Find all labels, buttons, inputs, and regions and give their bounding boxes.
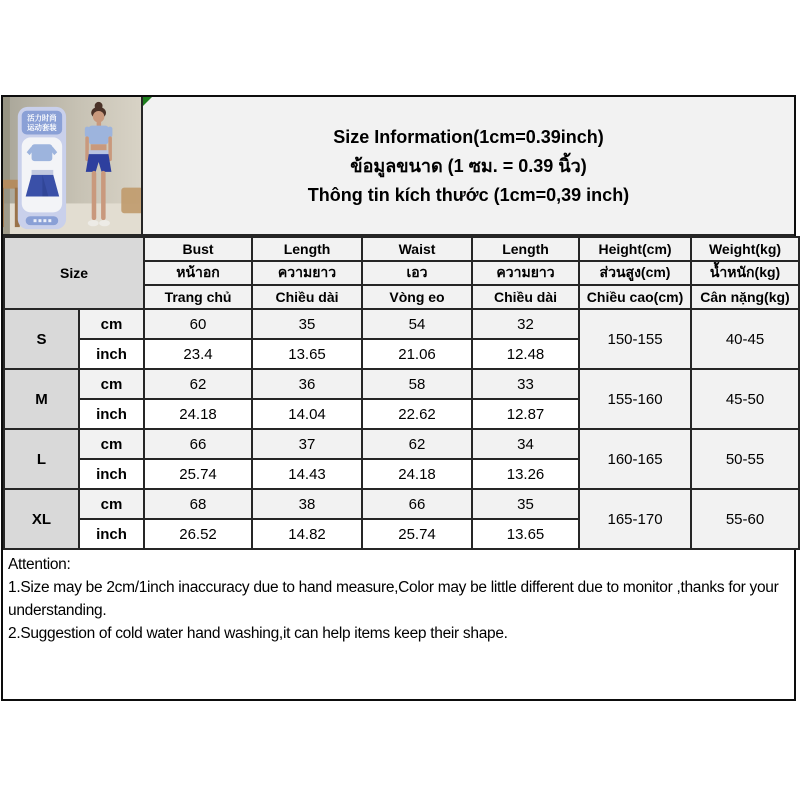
title-block — [143, 97, 794, 234]
unit-label-inch: inch — [79, 339, 144, 369]
title-thai: ข้อมูลขนาด (1 ซม. = 0.39 นิ้ว) — [350, 155, 587, 176]
unit-label-inch: inch — [79, 399, 144, 429]
unit-label-cm: cm — [79, 489, 144, 519]
cell-s-inch-length1: 13.65 — [252, 339, 362, 369]
cell-m-inch-bust: 24.18 — [144, 399, 252, 429]
header-weight-en: Weight(kg) — [691, 237, 799, 261]
chair-illustration — [121, 188, 141, 214]
cell-l-inch-length2: 13.26 — [472, 459, 579, 489]
cell-s-cm-length2: 32 — [472, 309, 579, 339]
unit-label-inch: inch — [79, 459, 144, 489]
cell-m-inch-waist: 22.62 — [362, 399, 472, 429]
header-waist-vi: Vòng eo — [362, 285, 472, 309]
cell-l-cm-bust: 66 — [144, 429, 252, 459]
cell-xl-cm-bust: 68 — [144, 489, 252, 519]
size-row-label-s: S — [4, 309, 79, 369]
cell-s-inch-waist: 21.06 — [362, 339, 472, 369]
unit-label-inch: inch — [79, 519, 144, 549]
size-table — [3, 236, 800, 550]
header-bust-vi: Trang chủ — [144, 285, 252, 309]
cell-xl-cm-length1: 38 — [252, 489, 362, 519]
header-length1-th: ความยาว — [252, 261, 362, 285]
size-row-label-l: L — [4, 429, 79, 489]
header-length1-en: Length — [252, 237, 362, 261]
cell-xl-inch-length2: 13.65 — [472, 519, 579, 549]
size-row-label-m: M — [4, 369, 79, 429]
unit-label-cm: cm — [79, 429, 144, 459]
product-photo-illustration — [3, 97, 141, 234]
cell-m-cm-length1: 36 — [252, 369, 362, 399]
cell-m-inch-length1: 14.04 — [252, 399, 362, 429]
size-chart-sheet — [1, 95, 796, 701]
cell-l-cm-length1: 37 — [252, 429, 362, 459]
cell-l-cm-waist: 62 — [362, 429, 472, 459]
comment-marker-icon — [143, 97, 152, 106]
cell-m-inch-length2: 12.87 — [472, 399, 579, 429]
cell-m-cm-waist: 58 — [362, 369, 472, 399]
cell-s-inch-length2: 12.48 — [472, 339, 579, 369]
cell-l-inch-waist: 24.18 — [362, 459, 472, 489]
header-length1-vi: Chiều dài — [252, 285, 362, 309]
cell-s-height: 150-155 — [579, 309, 691, 369]
header-waist-th: เอว — [362, 261, 472, 285]
header-bust-en: Bust — [144, 237, 252, 261]
cell-s-inch-bust: 23.4 — [144, 339, 252, 369]
product-photo — [3, 97, 143, 234]
cell-l-inch-length1: 14.43 — [252, 459, 362, 489]
header-row — [3, 97, 794, 236]
color-name-pill — [26, 216, 59, 225]
cell-m-weight: 45-50 — [691, 369, 799, 429]
cell-s-weight: 40-45 — [691, 309, 799, 369]
header-weight-vi: Cân nặng(kg) — [691, 285, 799, 309]
header-length2-vi: Chiều dài — [472, 285, 579, 309]
cell-s-cm-waist: 54 — [362, 309, 472, 339]
cell-m-height: 155-160 — [579, 369, 691, 429]
attention-line-2: 2.Suggestion of cold water hand washing,it can help items keep their shape. — [8, 625, 508, 642]
unit-label-cm: cm — [79, 309, 144, 339]
header-weight-th: น้ำหนัก(kg) — [691, 261, 799, 285]
cell-xl-cm-length2: 35 — [472, 489, 579, 519]
unit-label-cm: cm — [79, 369, 144, 399]
cell-xl-weight: 55-60 — [691, 489, 799, 549]
cell-xl-height: 165-170 — [579, 489, 691, 549]
cell-l-inch-bust: 25.74 — [144, 459, 252, 489]
cell-xl-inch-length1: 14.82 — [252, 519, 362, 549]
cell-l-cm-length2: 34 — [472, 429, 579, 459]
cell-s-cm-bust: 60 — [144, 309, 252, 339]
attention-heading: Attention: — [8, 556, 71, 573]
header-height-vi: Chiều cao(cm) — [579, 285, 691, 309]
cell-l-height: 160-165 — [579, 429, 691, 489]
attention-note — [3, 550, 794, 699]
size-row-label-xl: XL — [4, 489, 79, 549]
attention-line-1: 1.Size may be 2cm/1inch inaccuracy due to hand measure,Color may be little different due to monitor ,thanks for your understanding. — [8, 579, 779, 619]
cell-l-weight: 50-55 — [691, 429, 799, 489]
size-header-cell: Size — [4, 237, 144, 309]
cell-m-cm-length2: 33 — [472, 369, 579, 399]
card-badge-line2: 运动套装 — [27, 123, 57, 133]
title-vietnamese: Thông tin kích thước (1cm=0,39 inch) — [307, 184, 630, 205]
cell-m-cm-bust: 62 — [144, 369, 252, 399]
card-badge-line1: 活力时尚 — [27, 113, 57, 123]
cell-s-cm-length1: 35 — [252, 309, 362, 339]
header-height-en: Height(cm) — [579, 237, 691, 261]
product-card — [18, 107, 66, 229]
header-length2-en: Length — [472, 237, 579, 261]
cell-xl-cm-waist: 66 — [362, 489, 472, 519]
title-english: Size Information(1cm=0.39inch) — [333, 126, 604, 147]
cell-xl-inch-bust: 26.52 — [144, 519, 252, 549]
header-height-th: ส่วนสูง(cm) — [579, 261, 691, 285]
cell-xl-inch-waist: 25.74 — [362, 519, 472, 549]
header-length2-th: ความยาว — [472, 261, 579, 285]
header-bust-th: หน้าอก — [144, 261, 252, 285]
header-waist-en: Waist — [362, 237, 472, 261]
